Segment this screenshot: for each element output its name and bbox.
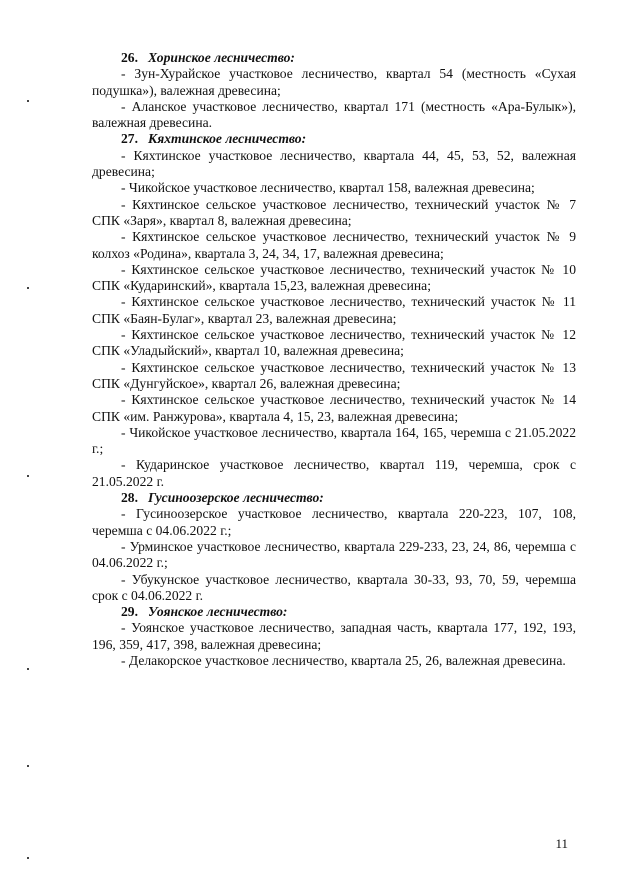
list-item: - Делакорское участковое лесничество, квартала 25, 26, валежная древесина.	[121, 652, 566, 668]
section-number: 26.	[121, 50, 138, 65]
list-item: - Урминское участковое лесничество, квартала 229-233, 23, 24, 86, черемша с 04.06.2022 г.;	[92, 538, 576, 571]
list-item: - Кяхтинское сельское участковое лесничество, технический участок № 7 СПК «Заря», квартал 8, валежная древесина;	[92, 196, 576, 228]
list-item: - Аланское участковое лесничество, квартал 171 (местность «Ара-Булык»), валежная древесина.	[92, 98, 576, 131]
section-heading	[92, 131, 576, 147]
section-heading	[92, 50, 576, 66]
scan-margin-mark	[27, 475, 29, 477]
section-number: 29.	[121, 604, 138, 620]
list-item: - Гусиноозерское участковое лесничество, квартала 220-223, 107, 108, черемша с 04.06.2022 г.;	[92, 506, 576, 538]
list-item: - Кударинское участковое лесничество, квартал 119, черемша, срок с 21.05.2022 г.	[92, 457, 576, 489]
list-item: - Уоянское участковое лесничество, западная часть, квартала 177, 192, 193, 196, 359, 417, 398, валежная древесина;	[92, 620, 576, 652]
section-title: Хоринское лесничество:	[148, 50, 295, 65]
page-number: 11	[555, 836, 568, 851]
section-title: Гусиноозерское лесничество:	[148, 490, 324, 506]
list-item: - Чикойское участковое лесничество, квартала 164, 165, черемша с 21.05.2022 г.;	[92, 424, 576, 457]
scan-margin-mark	[27, 765, 29, 767]
list-item: - Зун-Хурайское участковое лесничество, квартал 54 (местность «Сухая подушка»), валежная древесина;	[92, 66, 576, 98]
list-item: - Чикойское участковое лесничество, квартал 158, валежная древесина;	[121, 180, 535, 196]
list-item: - Кяхтинское сельское участковое лесничество, технический участок № 13 СПК «Дунгуйское», квартал 26, валежная древесина;	[92, 359, 576, 391]
list-item: - Кяхтинское сельское участковое лесничество, технический участок № 9 колхоз «Родина», квартала 3, 24, 34, 17, валежная древесина;	[92, 229, 576, 261]
list-item: - Кяхтинское сельское участковое лесничество, технический участок № 11 СПК «Баян-Булаг», квартал 23, валежная древесина;	[92, 294, 576, 326]
scan-margin-mark	[27, 857, 29, 859]
scan-margin-mark	[27, 287, 29, 289]
list-item: - Кяхтинское сельское участковое лесничество, технический участок № 12 СПК «Уладыйский», квартал 10, валежная древесина;	[92, 327, 576, 359]
list-item: - Кяхтинское сельское участковое лесничество, технический участок № 10 СПК «Кударинский», квартала 15,23, валежная древесина;	[92, 261, 576, 294]
section-number: 28.	[121, 490, 138, 506]
section-heading	[92, 490, 576, 506]
document-body	[92, 50, 576, 669]
list-item: - Кяхтинское участковое лесничество, квартала 44, 45, 53, 52, валежная древесина;	[92, 147, 576, 180]
section-heading	[92, 604, 576, 620]
list-item: - Убукунское участковое лесничество, квартала 30-33, 93, 70, 59, черемша срок с 04.06.2022 г.	[92, 571, 576, 603]
list-item: - Кяхтинское сельское участковое лесничество, технический участок № 14 СПК «им. Ранжурова», квартала 4, 15, 23, валежная древесина;	[92, 392, 576, 424]
section-title: Кяхтинское лесничество:	[148, 131, 307, 147]
section-title: Уоянское лесничество:	[148, 604, 288, 620]
section-number: 27.	[121, 131, 138, 147]
scan-margin-mark	[27, 100, 29, 102]
scan-margin-mark	[27, 668, 29, 670]
